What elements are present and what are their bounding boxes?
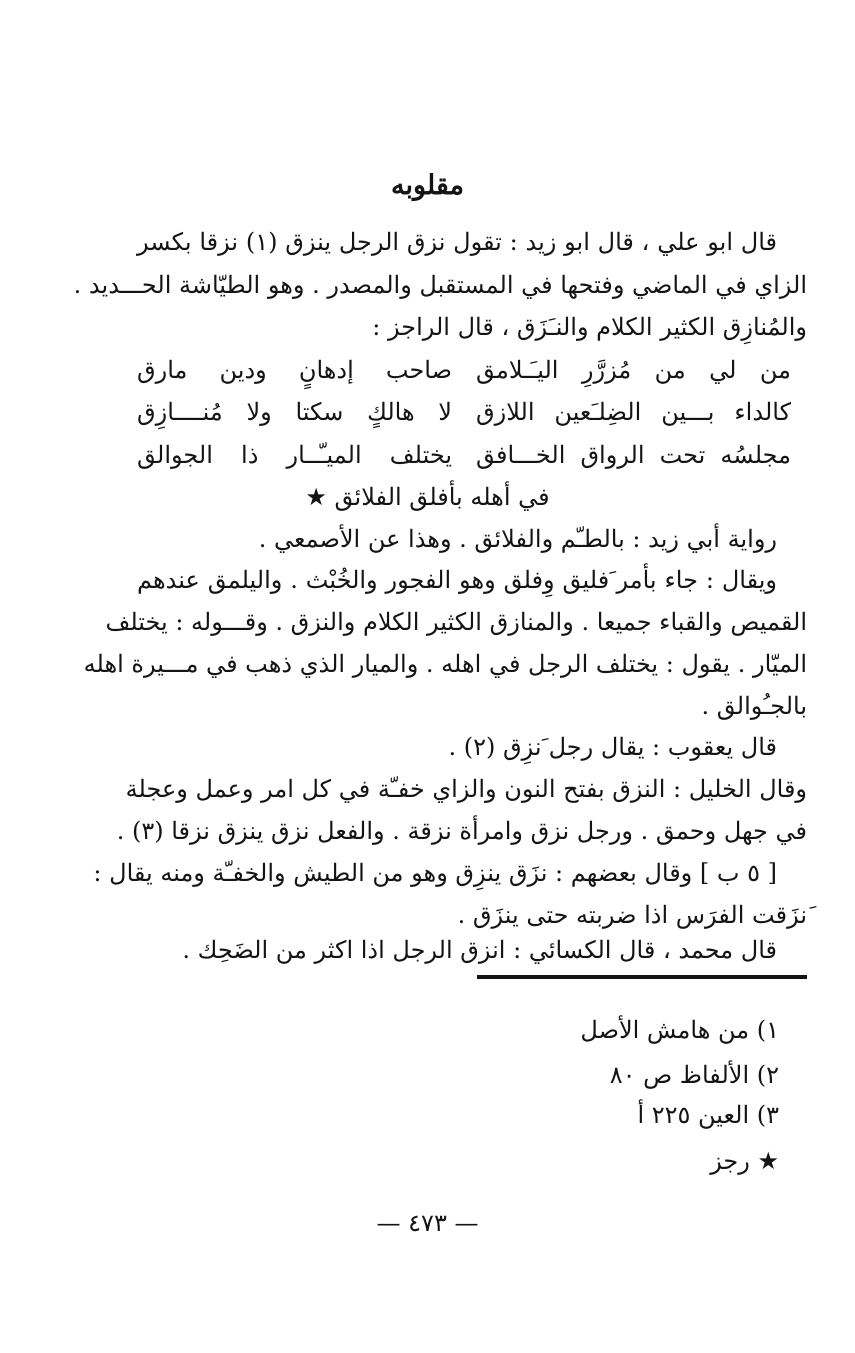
text-line: قال ابو علي ، قال ابو زيد : تقول نزق الرجل ينزق (١) نزقا بكسر xyxy=(137,228,777,256)
verse-last-line: في أهله بأفلق الفلائق ★ xyxy=(305,483,550,511)
verse-first-hemistich: من لي من مُزرَّرِ اليـَـلامق xyxy=(476,356,791,384)
text-line: قال يعقوب : يقال رجل َنزِق (٢) . xyxy=(448,733,777,761)
text-line: قال محمد ، قال الكسائي : انزق الرجل اذا اكثر من الضَحِك . xyxy=(182,936,777,964)
text-line: والمُنازِق الكثير الكلام والنـَزَق ، قال الراجز : xyxy=(372,313,807,341)
verse-first-hemistich: كالداء بـــين الضِلـَعين اللازق xyxy=(476,398,791,426)
footnote: ٢) الألفاظ ص ٨٠ xyxy=(609,1061,779,1089)
verse-second-hemistich: لا هالكٍ سكتا ولا مُنــــازِق xyxy=(137,398,452,426)
footnote-separator xyxy=(477,975,807,979)
verse-second-hemistich: صاحب إدهانٍ ودين مارق xyxy=(137,356,452,384)
page-number: — ٤٧٣ — xyxy=(376,1209,479,1237)
text-line: القميص والقباء جميعا . والمنازق الكثير الكلام والنزق . وقـــوله : يختلف xyxy=(105,608,807,636)
footnote: ٣) العين ٢٢٥ أ xyxy=(637,1101,779,1129)
text-line: وقال الخليل : النزق بفتح النون والزاي خفـّة في كل امر وعمل وعجلة xyxy=(125,775,807,803)
verse-line xyxy=(137,392,807,432)
text-line: الزاي في الماضي وفتحها في المستقبل والمصدر . وهو الطيّاشة الحـــديد . xyxy=(73,271,807,299)
footnote: ١) من هامش الأصل xyxy=(580,1016,779,1044)
footnote: ★ رجز xyxy=(710,1147,779,1175)
verse-line xyxy=(137,350,807,390)
text-line: بالجـُوالق . xyxy=(701,692,807,720)
text-line: الميّار . يقول : يختلف الرجل في اهله . والميار الذي ذهب في مـــيرة اهله xyxy=(83,650,807,678)
verse-second-hemistich: يختلف الميـّــار ذا الجوالق xyxy=(137,441,452,469)
text-line: رواية أبي زيد : بالطـّم والفلائق . وهذا عن الأصمعي . xyxy=(258,525,777,553)
text-line: [ ٥ ب ] وقال بعضهم : نزَق ينزِق وهو من الطيش والخفـّة ومنه يقال : xyxy=(93,859,777,887)
chapter-title: مقلوبه xyxy=(391,170,464,201)
verse-first-hemistich: مجلسُه تحت الرواق الخـــافق xyxy=(476,441,791,469)
verse-line xyxy=(137,435,807,475)
text-line: في جهل وحمق . ورجل نزق وامرأة نزقة . والفعل نزق ينزق نزقا (٣) . xyxy=(116,817,807,845)
text-line: ويقال : جاء بأمر َفليق وِفلق وهو الفجور والخُبْث . واليلمق عندهم xyxy=(137,566,777,594)
text-line: َنزَقت الفرَس اذا ضربته حتى ينزَق . xyxy=(457,901,807,929)
